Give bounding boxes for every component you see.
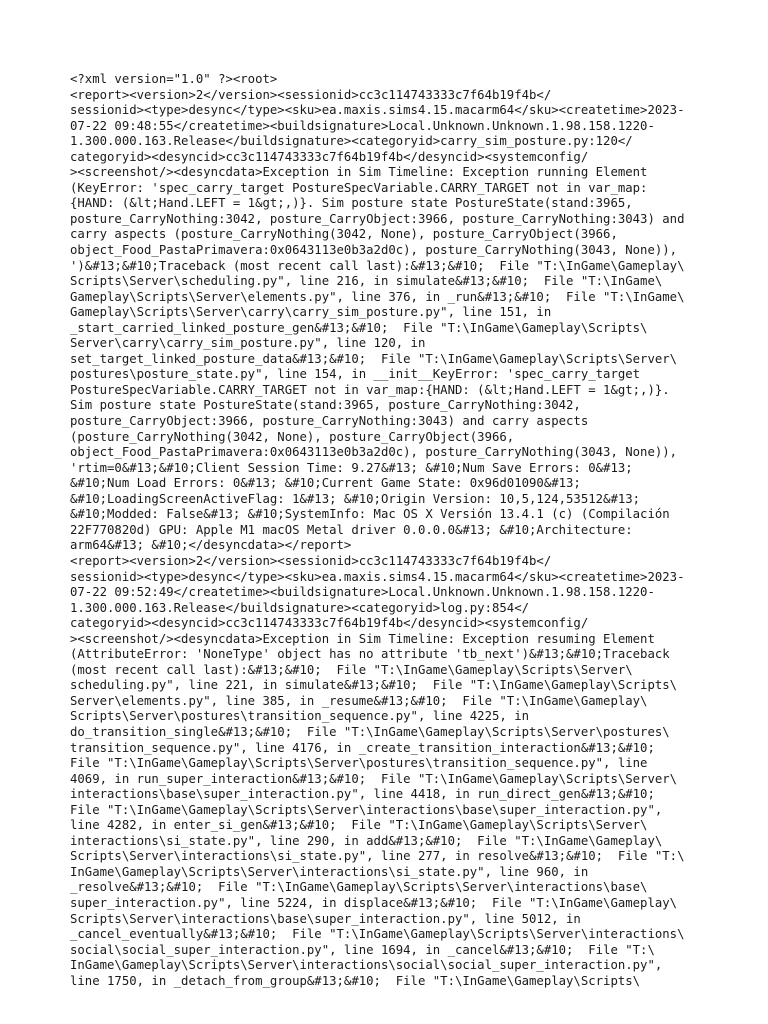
log-line: 07-22 09:52:49</createtime><buildsignature>Local.Unknown.Unknown.1.98.158.1220- <box>70 585 655 600</box>
log-line: postures\posture_state.py", line 154, in __init__KeyError: 'spec_carry_target <box>70 367 641 382</box>
log-line: InGame\Gameplay\Scripts\Server\interactions\social\social_super_interaction.py", <box>70 958 663 973</box>
log-line: categoryid><desyncid>cc3c114743333c7f64b19f4b</desyncid><systemconfig/ <box>70 149 589 164</box>
log-line: carry aspects (posture_CarryNothing(3042, None), posture_CarryObject(3966, <box>70 227 618 242</box>
log-line: &#10;Modded: False&#13; &#10;SystemInfo: Mac OS X Versión 13.4.1 (c) (Compilación <box>70 507 670 522</box>
log-line: 1.300.000.163.Release</buildsignature><categoryid>log.py:854</ <box>70 600 530 615</box>
log-line: line 1750, in _detach_from_group&#13;&#10; File "T:\InGame\Gameplay\Scripts\ <box>70 973 641 988</box>
log-line: PostureSpecVariable.CARRY_TARGET not in var_map:{HAND: (&lt;Hand.LEFT = 1&gt;,)}. <box>70 382 670 397</box>
log-line: do_transition_single&#13;&#10; File "T:\InGame\Gameplay\Scripts\Server\postures\ <box>70 724 670 739</box>
log-line: line 4282, in enter_si_gen&#13;&#10; File "T:\InGame\Gameplay\Scripts\Server\ <box>70 818 648 833</box>
log-line: {HAND: (&lt;Hand.LEFT = 1&gt;,)}. Sim posture state PostureState(stand:3965, <box>70 196 633 211</box>
log-line: 1.300.000.163.Release</buildsignature><categoryid>carry_sim_posture.py:120</ <box>70 134 633 149</box>
log-line: super_interaction.py", line 5224, in displace&#13;&#10; File "T:\InGame\Gameplay\ <box>70 895 678 910</box>
log-line: posture_CarryNothing:3042, posture_CarryObject:3966, posture_CarryNothing:3043) and <box>70 211 685 226</box>
log-line: arm64&#13; &#10;</desyncdata></report> <box>70 538 352 553</box>
log-line: Sim posture state PostureState(stand:3965, posture_CarryNothing:3042, <box>70 398 581 413</box>
log-line: categoryid><desyncid>cc3c114743333c7f64b19f4b</desyncid><systemconfig/ <box>70 616 589 631</box>
log-line: _cancel_eventually&#13;&#10; File "T:\InGame\Gameplay\Scripts\Server\interactions\ <box>70 927 685 942</box>
log-line: object_Food_PastaPrimavera:0x0643113e0b3a2d0c), posture_CarryNothing(3043, None)), <box>70 445 678 460</box>
log-line: interactions\si_state.py", line 290, in add&#13;&#10; File "T:\InGame\Gameplay\ <box>70 833 663 848</box>
log-line: _resolve&#13;&#10; File "T:\InGame\Gameplay\Scripts\Server\interactions\base\ <box>70 880 648 895</box>
log-line: (KeyError: 'spec_carry_target PostureSpecVariable.CARRY_TARGET not in var_map: <box>70 180 648 195</box>
log-line: (most recent call last):&#13;&#10; File "T:\InGame\Gameplay\Scripts\Server\ <box>70 662 633 677</box>
log-line: <?xml version="1.0" ?><root> <box>70 72 278 86</box>
log-line: 22F770820d) GPU: Apple M1 macOS Metal driver 0.0.0.0&#13; &#10;Architecture: <box>70 522 633 537</box>
log-line: (AttributeError: 'NoneType' object has no attribute 'tb_next')&#13;&#10;Traceback <box>70 647 670 662</box>
log-line: transition_sequence.py", line 4176, in _create_transition_interaction&#13;&#10; <box>70 740 655 755</box>
log-line: 07-22 09:48:55</createtime><buildsignature>Local.Unknown.Unknown.1.98.158.1220- <box>70 118 655 133</box>
log-line: social\social_super_interaction.py", line 1694, in _cancel&#13;&#10; File "T:\ <box>70 942 655 957</box>
log-line: File "T:\InGame\Gameplay\Scripts\Server\interactions\base\super_interaction.py", <box>70 802 663 817</box>
log-line: object_Food_PastaPrimavera:0x0643113e0b3a2d0c), posture_CarryNothing(3043, None)), <box>70 243 678 258</box>
log-line: Scripts\Server\interactions\base\super_interaction.py", line 5012, in <box>70 911 581 926</box>
log-line: Server\carry\carry_sim_posture.py", line 120, in <box>70 336 426 351</box>
log-line: interactions\base\super_interaction.py", line 4418, in run_direct_gen&#13;&#10; <box>70 787 655 802</box>
log-line: Scripts\Server\scheduling.py", line 216, in simulate&#13;&#10; File "T:\InGame\ <box>70 274 663 289</box>
log-line: ><screenshot/><desyncdata>Exception in Sim Timeline: Exception running Element <box>70 165 648 180</box>
log-line: _start_carried_linked_posture_gen&#13;&#10; File "T:\InGame\Gameplay\Scripts\ <box>70 320 648 335</box>
log-line: Server\elements.py", line 385, in _resume&#13;&#10; File "T:\InGame\Gameplay\ <box>70 693 648 708</box>
log-line: Scripts\Server\interactions\si_state.py", line 277, in resolve&#13;&#10; File "T:\ <box>70 849 685 864</box>
log-line: sessionid><type>desync</type><sku>ea.maxis.sims4.15.macarm64</sku><createtime>2023- <box>70 103 685 118</box>
log-text-block <box>70 72 710 989</box>
log-line: Gameplay\Scripts\Server\carry\carry_sim_posture.py", line 151, in <box>70 305 552 320</box>
log-line: posture_CarryObject:3966, posture_CarryNothing:3043) and carry aspects <box>70 414 589 429</box>
log-line: &#10;Num Load Errors: 0&#13; &#10;Current Game State: 0x96d01090&#13; <box>70 476 581 491</box>
log-line: &#10;LoadingScreenActiveFlag: 1&#13; &#10;Origin Version: 10,5,124,53512&#13; <box>70 491 641 506</box>
log-line: <report><version>2</version><sessionid>cc3c114743333c7f64b19f4b</ <box>70 553 552 568</box>
log-line: ')&#13;&#10;Traceback (most recent call last):&#13;&#10; File "T:\InGame\Gameplay\ <box>70 258 685 273</box>
log-line: 'rtim=0&#13;&#10;Client Session Time: 9.27&#13; &#10;Num Save Errors: 0&#13; <box>70 460 633 475</box>
log-line: Gameplay\Scripts\Server\elements.py", line 376, in _run&#13;&#10; File "T:\InGame\ <box>70 289 685 304</box>
log-line: 4069, in run_super_interaction&#13;&#10; File "T:\InGame\Gameplay\Scripts\Server\ <box>70 771 678 786</box>
log-line: set_target_linked_posture_data&#13;&#10; File "T:\InGame\Gameplay\Scripts\Server\ <box>70 351 678 366</box>
log-line: <report><version>2</version><sessionid>cc3c114743333c7f64b19f4b</ <box>70 87 552 102</box>
log-line: File "T:\InGame\Gameplay\Scripts\Server\postures\transition_sequence.py", line <box>70 756 648 771</box>
log-line: sessionid><type>desync</type><sku>ea.maxis.sims4.15.macarm64</sku><createtime>2023- <box>70 569 685 584</box>
log-line: (posture_CarryNothing(3042, None), posture_CarryObject(3966, <box>70 429 515 444</box>
log-line: ><screenshot/><desyncdata>Exception in Sim Timeline: Exception resuming Element <box>70 631 655 646</box>
log-line: scheduling.py", line 221, in simulate&#13;&#10; File "T:\InGame\Gameplay\Scripts\ <box>70 678 678 693</box>
log-line: Scripts\Server\postures\transition_sequence.py", line 4225, in <box>70 709 530 724</box>
log-line: InGame\Gameplay\Scripts\Server\interactions\si_state.py", line 960, in <box>70 864 589 879</box>
